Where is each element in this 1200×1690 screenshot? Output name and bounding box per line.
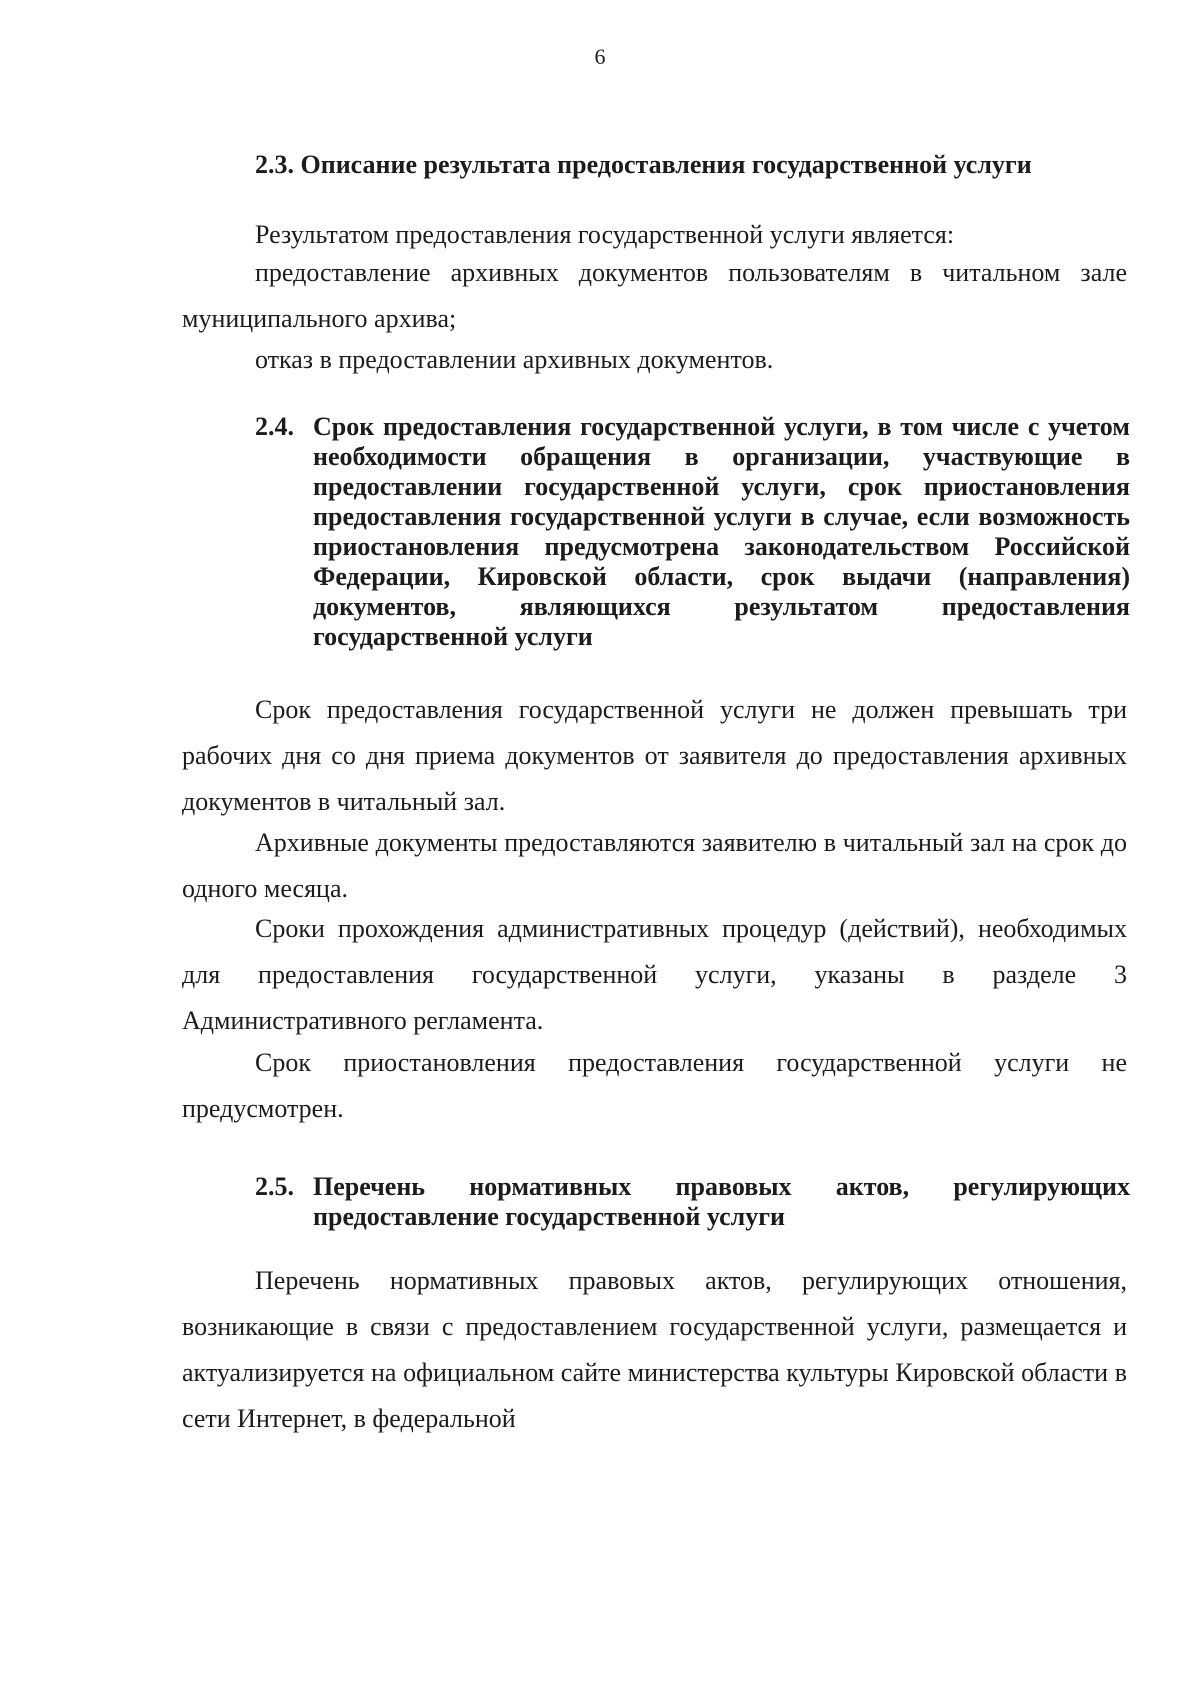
section-2-4-heading (255, 412, 1130, 652)
section-2-5-heading-text: Перечень нормативных правовых актов, регулирующих предоставление государственной услуги (313, 1172, 1130, 1231)
section-2-4-paragraph-1: Срок предоставления государственной услуги не должен превышать три рабочих дня со дня приема документов от заявителя до предоставления архивных документов в читальный зал. (182, 695, 1127, 816)
section-2-4-heading-text: Срок предоставления государственной услуги, в том числе с учетом необходимости обращения в организации, участвующие в предоставлении государственной услуги, срок приостановления предоставления государственной услуги в случае, если возможность приостановления предусмотрена законодательством Российской Федерации, Кировской области, срок выдачи (направления) документов, являющихся результатом предоставления государственной услуги (313, 412, 1130, 651)
section-2-5-number: 2.5. (255, 1172, 294, 1201)
section-2-4-number: 2.4. (255, 412, 294, 441)
section-2-5-heading (255, 1172, 1130, 1232)
page-number: 6 (594, 44, 606, 69)
section-2-3-heading: 2.3. Описание результата предоставления государственной услуги (255, 150, 1032, 179)
section-2-4-paragraph-4: Срок приостановления предоставления государственной услуги не предусмотрен. (182, 1048, 1127, 1123)
section-2-3-paragraph-2: предоставление архивных документов пользователям в читальном зале муниципального архива; (182, 258, 1127, 333)
section-2-4-paragraph-2: Архивные документы предоставляются заявителю в читальный зал на срок до одного месяца. (182, 828, 1127, 903)
section-2-3-paragraph-3: отказ в предоставлении архивных документов. (255, 345, 774, 374)
section-2-3-paragraph-1: Результатом предоставления государственной услуги является: (255, 220, 955, 249)
section-2-5-paragraph-1: Перечень нормативных правовых актов, регулирующих отношения, возникающие в связи с предоставлением государственной услуги, размещается и актуализируется на официальном сайте министерства культуры Кировской области в сети Интернет, в федеральной (182, 1266, 1127, 1433)
section-2-4-paragraph-3: Сроки прохождения административных процедур (действий), необходимых для предоставления государственной услуги, указаны в разделе 3 Административного регламента. (182, 914, 1127, 1035)
